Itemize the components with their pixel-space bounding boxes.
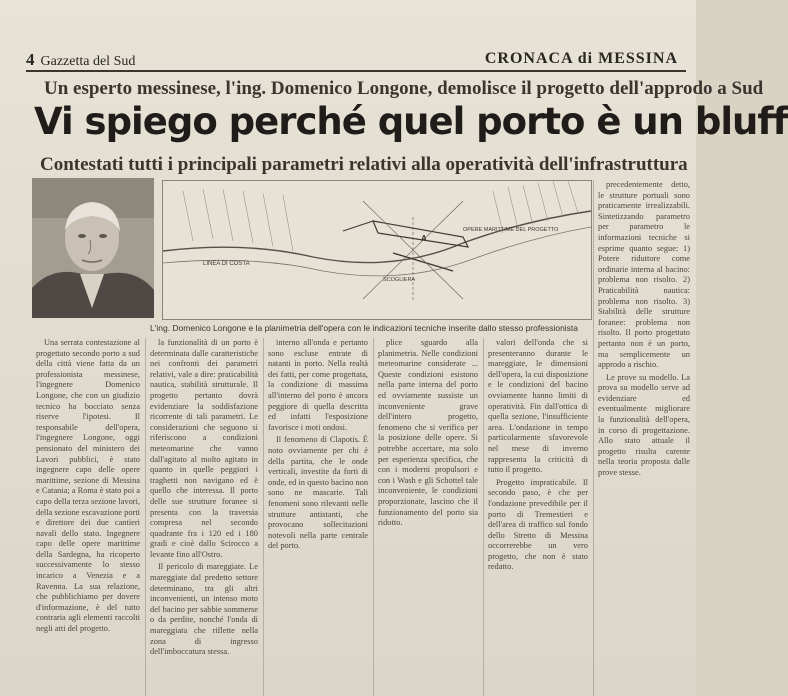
port-plan-drawing (163, 181, 591, 319)
article-kicker: Un esperto messinese, l'ing. Domenico Longone, demolisce il progetto dell'approdo a Sud (44, 78, 764, 99)
column-1-text: Una serrata contestazione al progettato secondo porto a sud della città viene fatta da un professionista messinese, l'ingegnere Domenico Longone, che con un giudizio tecnico ha bocciato senza riserve l'ipotesi. Il responsabile dell'opera, l'ingegnere Longone, oggi pensionato del ministero dei Lavori pubblici, è stato ingegnere capo delle opere marittime, sezione di Messina e Catania; a Roma è stato poi a capo della terza sezione lavori, della sezione escavazione porti e direttore dei due cantieri navali dello stato. Ingegnere capo delle opere marittime della Sardegna, ha ricoperto successivamente lo stesso incarico a Venezia e a Ravenna. La sua relazione, che pubblichiamo per dovere d'informazione, è del tutto contraria agli elementi raccolti negli atti del progetto. (36, 338, 140, 634)
portrait-photo (32, 178, 154, 318)
column-2-text: la funzionalità di un porto è determinata dalle caratteristiche nei confronti dei parametri relativi, vale a dire: praticabilità nautica, stabilità strutturale. Il progetto pertanto dovrà evidenziare la soddisfazione ricorrente di tali parametri. Le considerazioni che seguono si riferiscono a condizioni meteomarine che vanno dall'agitato al molto agitato in quanto in quelle peggiori i traghetti non navigano ed è quello che interessa. Il porto delle sue strutture foranee si presenta con la traversia compresa nel secondo quadrante fra i 120 ed i 180 gradi e cioè dallo Scirocco a levante fino all'Ostro. (150, 338, 258, 559)
map-label-works: OPERE MARITTIME DEL PROGETTO (463, 227, 559, 233)
port-plan-map (162, 180, 592, 320)
map-label-coast: LINEA DI COSTA (203, 261, 250, 267)
column-4-text: plice sguardo alla planimetria. Nelle condizioni meteomarine considerate ... Queste condizioni esistono nella parte interna del porto ed ovviamente sussiste un inconveniente grave dell'intero progetto, fenomeno che si verifica per la posizione delle opere. Si potrebbe accertare, ma solo per esperienza specifica, che con i moderni propulsori e con i Wash e gli Schottel tale inconveniente, le condizioni proporzionate, lascino che il funzionamento del porto sia ridotto. (378, 338, 478, 528)
article-headline: Vi spiego perché quel porto è un bluff (34, 100, 788, 143)
column-divider (145, 338, 146, 696)
article-column-6 (598, 180, 690, 696)
column-divider (263, 338, 264, 696)
column-3b-text: Il fenomeno di Clapotis. È noto ovviamente per chi è della partita, che le onde verticali, investite da forti di onde, ed in questo bacino non sono ne mascarie. Tali fenomeni sono rilevanti nelle strutture antistanti, che provocano sollecitazioni notevoli nella parte centrale del porto. (268, 435, 369, 551)
article-column-3 (268, 338, 368, 696)
map-label-point: A (421, 234, 427, 243)
portrait-illustration (32, 178, 154, 318)
paper-name: Gazzetta del Sud (40, 54, 136, 69)
column-6b-text: Le prove su modello. La prova su modello serve ad evidenziare ed eventualmente migliorare la funzionalità dell'opera, in corso di progettazione. Allo stato attuale il progetto risulta carente nella teoria proposta dalle prove stesse. (598, 372, 690, 478)
map-label-breakwater: SCOGLIERA (383, 277, 416, 283)
article-subhead: Contestati tutti i principali parametri relativi alla operatività dell'infrastruttura (40, 154, 688, 175)
column-2b-text: Il pericolo di mareggiate. Le mareggiate dal predetto settore determinano, tra gli altri inconvenienti, un intenso moto del bacino per sabbie sommerse o da perdite, nonché l'onda di mareggiata che riflette nella zona di ingresso dell'imboccatura stessa. (150, 562, 258, 657)
column-6-text: precedentemente detto, le strutture portuali sono praticamente irrealizzabili. Sintetizzando parametro per parametro le informazioni tecniche si esprime quanto segue: 1) Potere riduttore come ordinarie interna al bacino: problema non risolto. 2) Praticabilità nautica: problema non risolto. 3) Stabilità delle strutture foranee: problema non risolto. Il porto progettato pertanto non è un porto, ma semplicemente un approdo a rischio. (598, 180, 690, 370)
column-divider (373, 338, 374, 696)
column-5b-text: Progetto impraticabile. Il secondo paso, è che per l'ondazione prevedibile per il porto di Tremestieri e dell'area di traffico sul fondo dello Stretto di Messina occorrerebbe un vero progetto, che non è stato redatto. (488, 477, 588, 572)
masthead-rule (26, 70, 686, 72)
column-3-text: interno all'onda e pertanto sono escluse entrate di natanti in porto. Nella realtà dei fatti, per come progettata, la condizione di massima all'interno del porto è ancora peggiore di quella descritta ed infatti l'esposizione favorisce i moti ondosi. (268, 338, 368, 432)
photo-caption: L'ing. Domenico Longone e la planimetria dell'opera con le indicazioni tecniche inserite dallo stesso professionista (150, 323, 579, 333)
article-column-5 (488, 338, 588, 696)
article-column-4 (378, 338, 478, 696)
masthead (26, 50, 135, 70)
article-column-1 (36, 338, 140, 696)
article-column-2 (150, 338, 258, 696)
column-5-text: valori dell'onda che si presenteranno durante le mareggiate, le dimensioni dell'opera, la cui disposizione e le condizioni del bacino ovviamente hanno limiti di operatività. Fin dall'ottica di quella sezione, l'insufficiente area. L'ondazione in tempo particolarmente sfavorevole nel mese di inverno rappresenta la criticità di tutto il progetto. (488, 338, 588, 475)
section-title: CRONACA di MESSINA (484, 50, 678, 67)
column-divider (593, 180, 594, 696)
column-divider (483, 338, 484, 696)
page-number: 4 (26, 50, 35, 69)
